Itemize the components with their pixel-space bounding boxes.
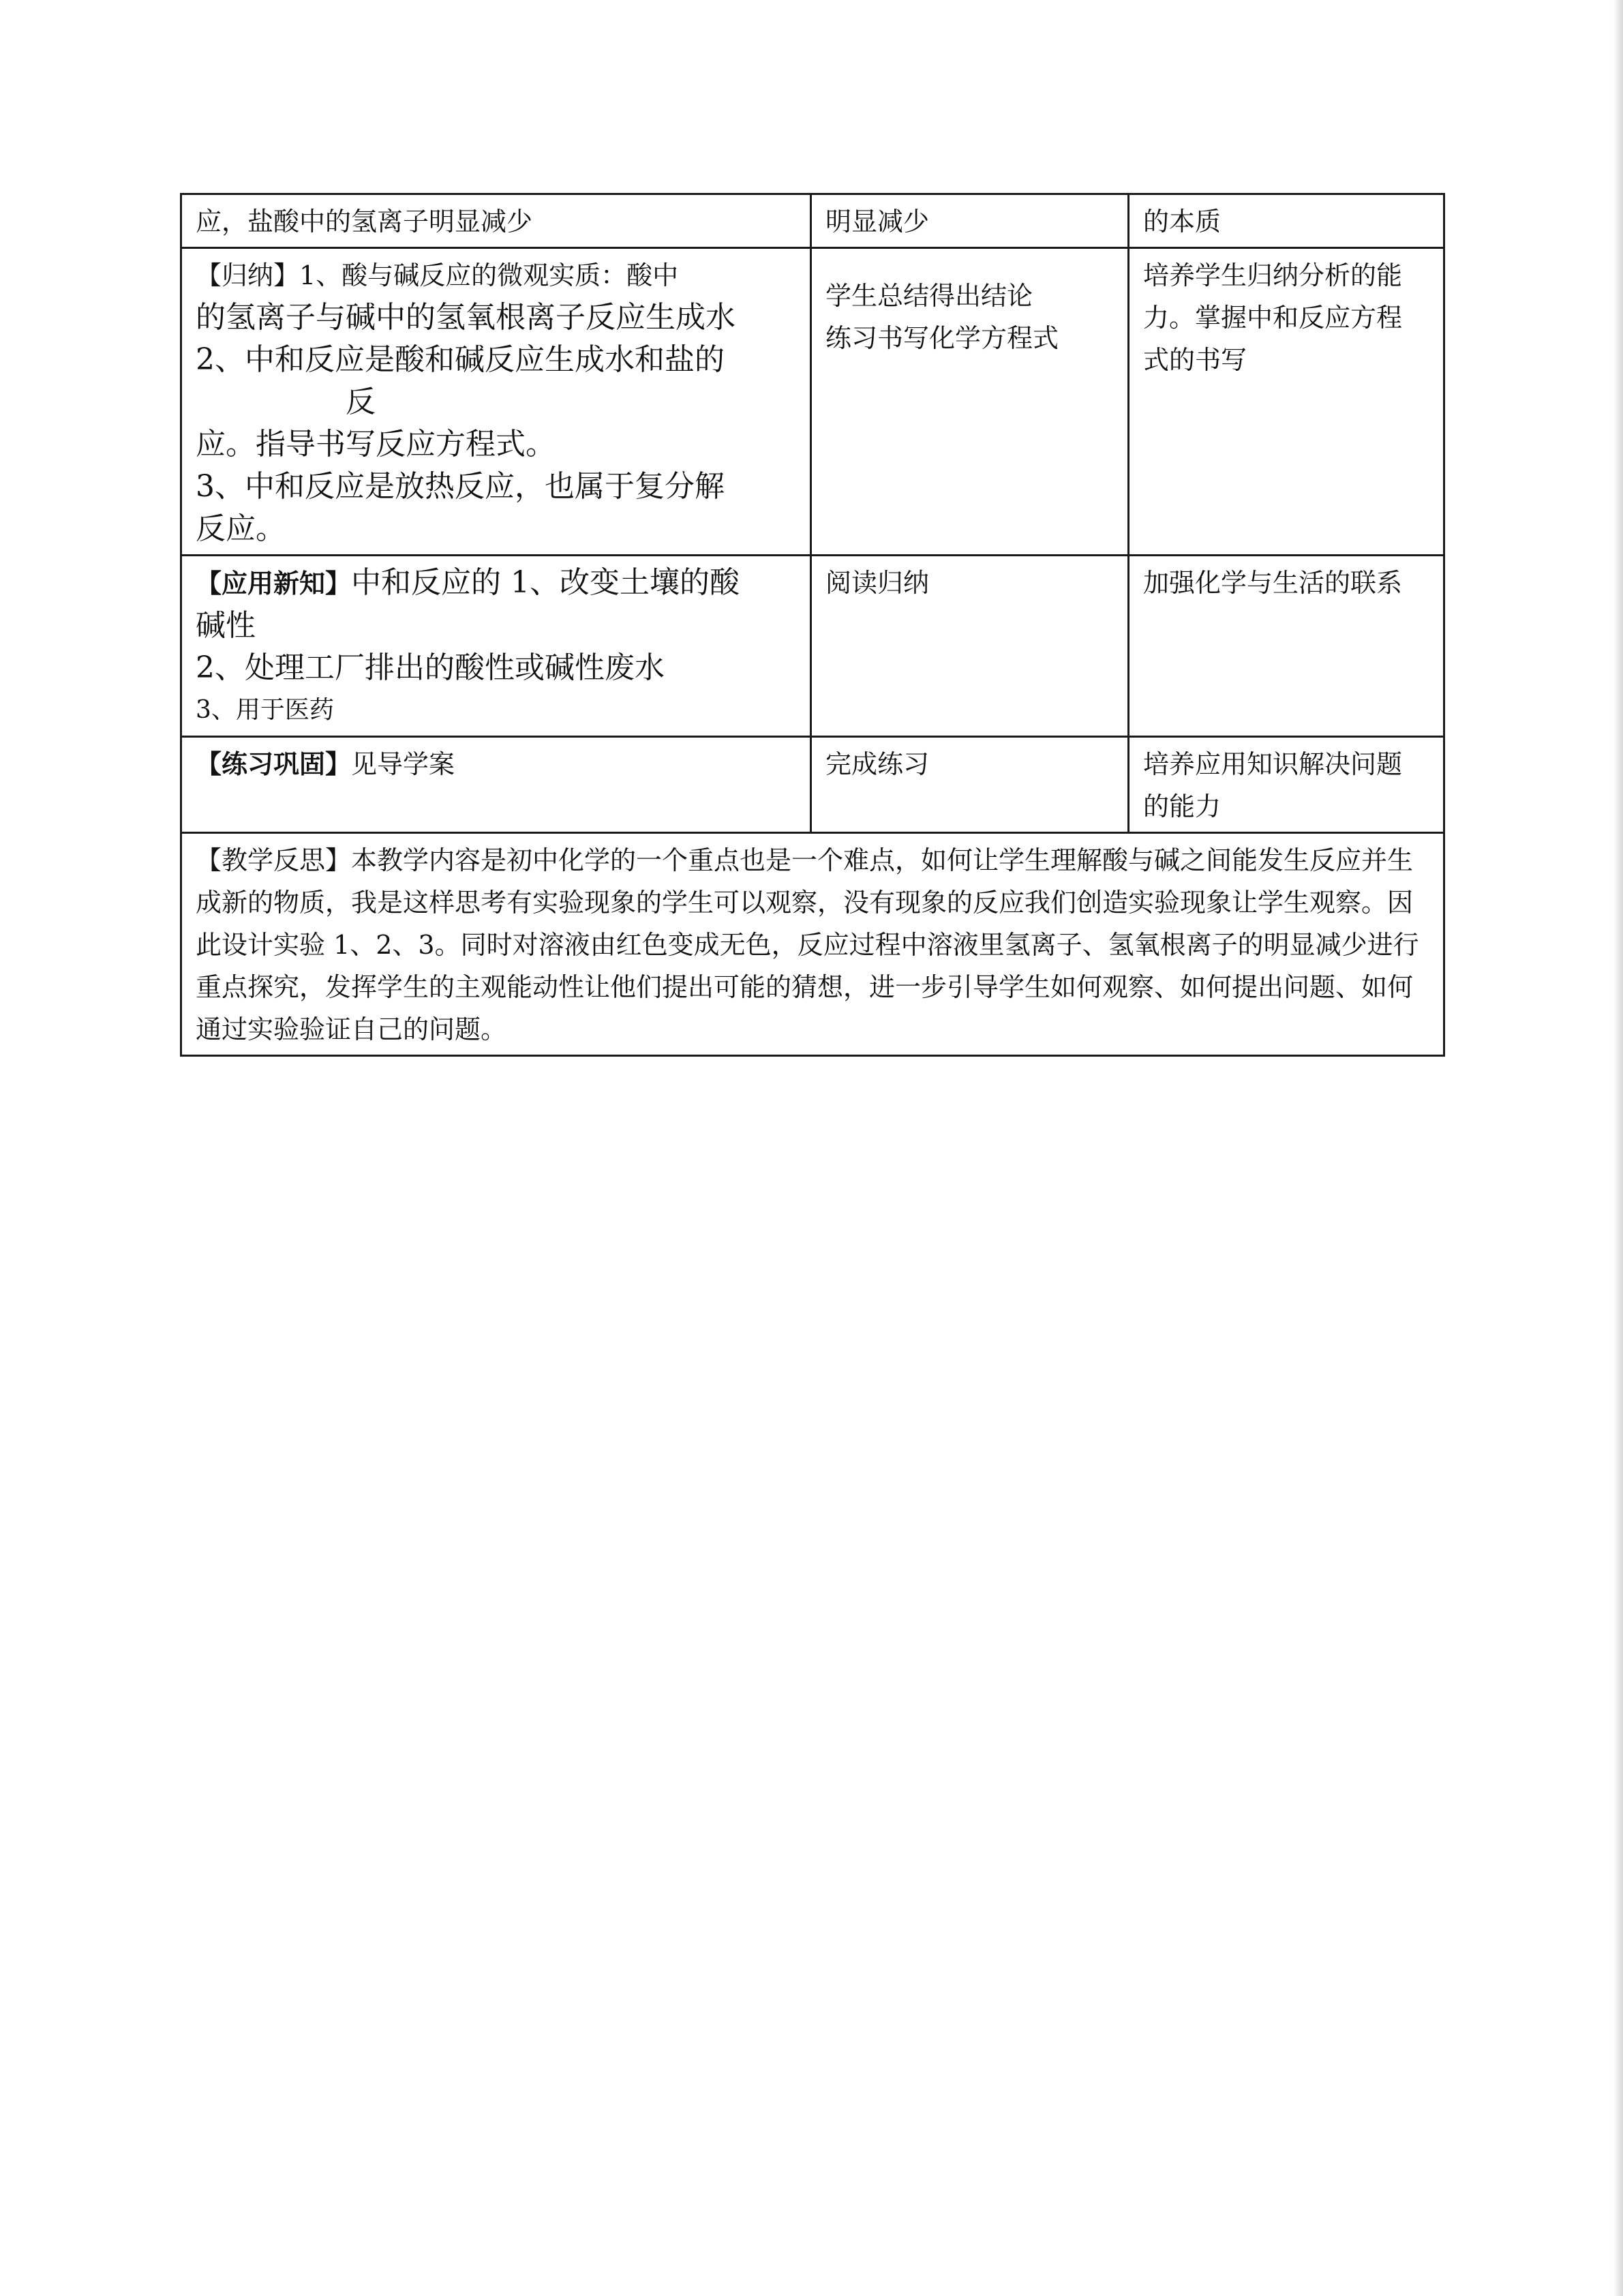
- cell-line: [196, 743, 796, 785]
- teacher-activity-cell: [181, 248, 811, 556]
- table-row: [181, 556, 1444, 737]
- cell-text: 式的书写: [1143, 345, 1247, 375]
- cell-text: 应。指导书写反应方程式。: [196, 427, 556, 462]
- cell-text: 阅读归纳: [825, 568, 930, 598]
- page-edge-shadow: [1613, 0, 1623, 2296]
- cell-text: 明显减少: [825, 207, 930, 237]
- teaching-reflection-text: 【教学反思】本教学内容是初中化学的一个重点也是一个难点，如何让学生理解酸与碱之间能发生反应并生成新的物质，我是这样思考有实验现象的学生可以观察，没有现象的反应我们创造实验现象让学生观察。因此设计实验 1、2、3。同时对溶液由红色变成无色，反应过程中溶液里氢离子、氢氧根离子的明显减少进行重点探究，发挥学生的主观能动性让他们提出可能的猜想，进一步引导学生如何观察、如何提出问题、如何通过实验验证自己的问题。: [196, 845, 1419, 1044]
- table-row: [181, 248, 1444, 556]
- section-heading: 【练习巩固】: [196, 749, 352, 779]
- cell-text: 2、中和反应是酸和碱反应生成水和盐的: [196, 342, 725, 377]
- teacher-activity-cell: [181, 194, 811, 248]
- cell-text: 见导学案: [351, 749, 455, 779]
- cell-text: 加强化学与生活的联系: [1143, 568, 1403, 598]
- student-activity-cell: [811, 556, 1129, 737]
- cell-text: 力。掌握中和反应方程: [1143, 303, 1403, 333]
- cell-line: [196, 562, 796, 605]
- section-heading: 【应用新知】: [196, 569, 352, 599]
- lesson-plan-table: [180, 193, 1445, 1057]
- student-activity-cell: [811, 194, 1129, 248]
- cell-text: 【归纳】1、酸与碱反应的微观实质：酸中: [196, 260, 679, 290]
- student-activity-cell: [811, 737, 1129, 833]
- cell-text: 反应。: [196, 511, 286, 546]
- design-intent-cell: [1129, 248, 1444, 556]
- student-activity-cell: [811, 248, 1129, 556]
- cell-text: 3、中和反应是放热反应，也属于复分解: [196, 469, 725, 504]
- cell-text: 完成练习: [825, 749, 930, 779]
- cell-text: 中和反应的 1、改变土壤的酸: [351, 565, 740, 600]
- cell-text: 应，盐酸中的氢离子明显减少: [196, 207, 533, 237]
- cell-text: 的能力: [1143, 791, 1222, 821]
- table-row: [181, 194, 1444, 248]
- cell-text: 3、用于医药: [196, 696, 334, 724]
- cell-text: 练习书写化学方程式: [825, 323, 1059, 353]
- cell-block: [825, 275, 1114, 359]
- teacher-activity-cell: [181, 556, 811, 737]
- cell-text: 2、处理工厂排出的酸性或碱性废水: [196, 650, 665, 685]
- design-intent-cell: [1129, 556, 1444, 737]
- table-row: [181, 737, 1444, 833]
- cell-text: 碱性: [196, 608, 256, 643]
- cell-text: 培养应用知识解决问题: [1143, 749, 1403, 779]
- cell-text: 的氢离子与碱中的氢氧根离子反应生成水: [196, 300, 735, 335]
- design-intent-cell: [1129, 737, 1444, 833]
- design-intent-cell: [1129, 194, 1444, 248]
- teacher-activity-cell: [181, 737, 811, 833]
- teaching-reflection-cell: [181, 833, 1444, 1056]
- table-row: [181, 833, 1444, 1056]
- cell-text: 反: [346, 384, 376, 419]
- cell-text: 学生总结得出结论: [825, 281, 1033, 311]
- cell-text: 培养学生归纳分析的能: [1143, 260, 1403, 290]
- cell-text: 的本质: [1143, 207, 1222, 237]
